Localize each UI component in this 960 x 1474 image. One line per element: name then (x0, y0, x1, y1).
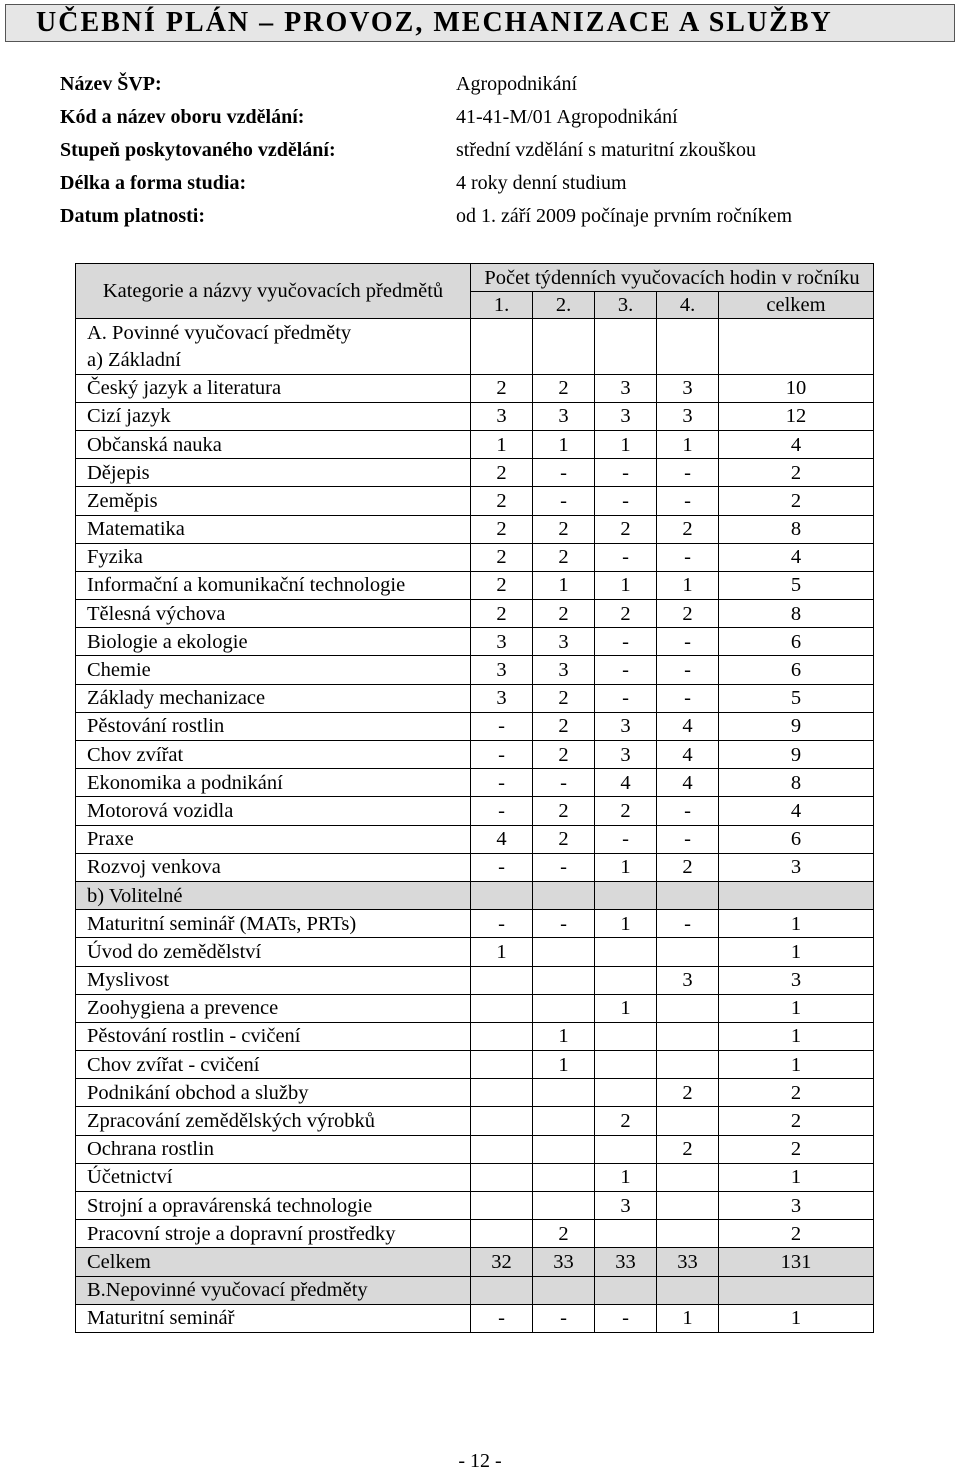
hours-cell: - (657, 459, 719, 487)
hours-cell: 1 (533, 1022, 595, 1050)
table-row (76, 1304, 874, 1332)
empty-cell (471, 346, 533, 374)
total-cell: 3 (719, 966, 874, 994)
group-a (76, 346, 874, 374)
section-a (76, 319, 874, 347)
table-row (76, 656, 874, 684)
subject-name: Myslivost (76, 966, 471, 994)
table-row (76, 1051, 874, 1079)
subject-name: Pěstování rostlin - cvičení (76, 1022, 471, 1050)
total-cell: 8 (719, 515, 874, 543)
table-row (76, 853, 874, 881)
total-cell: 1 (719, 910, 874, 938)
subject-name: Chov zvířat (76, 741, 471, 769)
hours-cell (595, 966, 657, 994)
hours-cell: 33 (595, 1248, 657, 1276)
subject-name: Informační a komunikační technologie (76, 571, 471, 599)
hours-cell (533, 1163, 595, 1191)
total-cell: 1 (719, 994, 874, 1022)
hours-cell (471, 1163, 533, 1191)
hours-header: Počet týdenních vyučovacích hodin v ročníku (471, 264, 874, 292)
empty-cell (595, 346, 657, 374)
hours-cell: 2 (533, 515, 595, 543)
info-label: Kód a název oboru vzdělání: (60, 106, 305, 128)
subject-name: Občanská nauka (76, 430, 471, 458)
empty-cell (657, 346, 719, 374)
subject-name: Dějepis (76, 459, 471, 487)
table-row (76, 515, 874, 543)
hours-cell: 2 (595, 1107, 657, 1135)
hours-cell: - (657, 825, 719, 853)
table-row (76, 938, 874, 966)
total-cell: 2 (719, 1220, 874, 1248)
hours-cell: 2 (533, 797, 595, 825)
hours-cell: - (471, 1304, 533, 1332)
hours-cell: - (595, 628, 657, 656)
hours-cell: 1 (595, 1163, 657, 1191)
hours-cell: 1 (595, 994, 657, 1022)
total-cell: 5 (719, 571, 874, 599)
hours-cell: - (657, 910, 719, 938)
hours-cell: - (595, 459, 657, 487)
hours-cell: 2 (595, 515, 657, 543)
hours-cell: - (471, 910, 533, 938)
empty-cell (719, 881, 874, 909)
hours-cell: 1 (533, 571, 595, 599)
hours-cell (471, 1192, 533, 1220)
hours-cell (595, 938, 657, 966)
hours-cell: 3 (657, 402, 719, 430)
hours-cell: - (471, 797, 533, 825)
category-header: Kategorie a názvy vyučovacích předmětů (76, 264, 471, 319)
hours-cell: 33 (533, 1248, 595, 1276)
subject-name: Cizí jazyk (76, 402, 471, 430)
table-row (76, 910, 874, 938)
group-a-label: a) Základní (76, 346, 471, 374)
info-label: Název ŠVP: (60, 73, 162, 95)
subject-name: Motorová vozidla (76, 797, 471, 825)
subject-name: Fyzika (76, 543, 471, 571)
hours-cell (471, 1135, 533, 1163)
hours-cell: 4 (595, 769, 657, 797)
subject-name: Účetnictví (76, 1163, 471, 1191)
table-header (76, 264, 874, 292)
hours-cell: 2 (471, 515, 533, 543)
hours-cell (595, 1051, 657, 1079)
subject-name: Úvod do zemědělství (76, 938, 471, 966)
subject-name: Ekonomika a podnikání (76, 769, 471, 797)
total-cell: 2 (719, 1107, 874, 1135)
hours-cell (471, 1107, 533, 1135)
hours-cell: 3 (595, 712, 657, 740)
hours-cell (657, 1022, 719, 1050)
total-cell: 5 (719, 684, 874, 712)
total-cell: 10 (719, 374, 874, 402)
hours-cell: - (657, 628, 719, 656)
hours-cell (471, 966, 533, 994)
hours-cell: 3 (533, 402, 595, 430)
hours-cell (471, 1022, 533, 1050)
hours-cell (533, 1107, 595, 1135)
table-row (76, 712, 874, 740)
hours-cell: - (533, 769, 595, 797)
hours-cell: 2 (533, 543, 595, 571)
hours-cell: - (595, 825, 657, 853)
hours-cell (533, 994, 595, 1022)
hours-cell: 3 (471, 656, 533, 684)
hours-cell: 2 (657, 600, 719, 628)
hours-cell: - (595, 543, 657, 571)
info-value: od 1. září 2009 počínaje prvním ročníkem (456, 205, 793, 227)
hours-cell: 1 (595, 910, 657, 938)
hours-cell (471, 1220, 533, 1248)
hours-cell: - (595, 656, 657, 684)
hours-cell: - (657, 684, 719, 712)
total-cell: 131 (719, 1248, 874, 1276)
empty-cell (471, 1276, 533, 1304)
hours-cell: 1 (471, 938, 533, 966)
hours-cell: 3 (595, 1192, 657, 1220)
hours-cell: 2 (657, 1079, 719, 1107)
empty-cell (595, 319, 657, 347)
hours-cell (533, 1192, 595, 1220)
hours-cell: - (533, 1304, 595, 1332)
table-row (76, 1220, 874, 1248)
hours-cell: 2 (471, 487, 533, 515)
hours-cell: 1 (533, 430, 595, 458)
group-b (76, 881, 874, 909)
info-label: Délka a forma studia: (60, 172, 247, 194)
hours-cell (471, 1079, 533, 1107)
hours-cell (657, 1163, 719, 1191)
total-cell: 12 (719, 402, 874, 430)
subject-name: Rozvoj venkova (76, 853, 471, 881)
hours-cell: 3 (595, 374, 657, 402)
hours-cell: - (657, 656, 719, 684)
subject-name: Praxe (76, 825, 471, 853)
hours-cell: 3 (471, 402, 533, 430)
hours-cell: - (533, 459, 595, 487)
info-row (60, 68, 940, 101)
empty-cell (657, 1276, 719, 1304)
total-cell: 2 (719, 1135, 874, 1163)
table-row (76, 825, 874, 853)
table-row (76, 684, 874, 712)
subject-name: Maturitní seminář (MATs, PRTs) (76, 910, 471, 938)
hours-cell: 33 (657, 1248, 719, 1276)
hours-cell: 3 (533, 656, 595, 684)
title-box (5, 4, 955, 42)
hours-cell: - (657, 543, 719, 571)
subject-name: Základy mechanizace (76, 684, 471, 712)
hours-cell: 2 (533, 1220, 595, 1248)
subject-name: Chov zvířat - cvičení (76, 1051, 471, 1079)
subject-name: Zpracování zemědělských výrobků (76, 1107, 471, 1135)
empty-cell (533, 881, 595, 909)
subject-name: Český jazyk a literatura (76, 374, 471, 402)
subject-name: Ochrana rostlin (76, 1135, 471, 1163)
hours-cell: - (533, 853, 595, 881)
subject-name: Celkem (76, 1248, 471, 1276)
hours-cell: 2 (533, 684, 595, 712)
table-row (76, 487, 874, 515)
empty-cell (533, 1276, 595, 1304)
hours-cell: 3 (657, 966, 719, 994)
total-cell: 1 (719, 1051, 874, 1079)
table-row (76, 1192, 874, 1220)
total-cell: 1 (719, 1163, 874, 1191)
subject-name: Biologie a ekologie (76, 628, 471, 656)
total-cell: 1 (719, 1304, 874, 1332)
hours-cell: - (595, 1304, 657, 1332)
hours-cell: 2 (471, 374, 533, 402)
hours-cell (657, 1220, 719, 1248)
hours-cell: 2 (471, 543, 533, 571)
total-cell: 4 (719, 543, 874, 571)
table-row (76, 1079, 874, 1107)
subject-name: Chemie (76, 656, 471, 684)
subject-name: Zeměpis (76, 487, 471, 515)
total-cell: 2 (719, 487, 874, 515)
total-cell: 9 (719, 741, 874, 769)
hours-cell (657, 938, 719, 966)
table-row (76, 459, 874, 487)
hours-cell (595, 1220, 657, 1248)
hours-cell (595, 1135, 657, 1163)
info-row (60, 134, 940, 167)
hours-cell (657, 994, 719, 1022)
table-row (76, 1163, 874, 1191)
section-b (76, 1276, 874, 1304)
table-row (76, 374, 874, 402)
hours-cell: 1 (595, 430, 657, 458)
hours-cell: - (533, 910, 595, 938)
info-row (60, 200, 940, 233)
hours-cell: 1 (471, 430, 533, 458)
total-cell: 6 (719, 628, 874, 656)
program-info (60, 68, 940, 233)
hours-cell: 2 (533, 600, 595, 628)
table-row (76, 628, 874, 656)
hours-cell: 3 (533, 628, 595, 656)
empty-cell (595, 881, 657, 909)
hours-cell: - (595, 487, 657, 515)
hours-cell (471, 994, 533, 1022)
hours-cell: - (657, 487, 719, 515)
table-row (76, 994, 874, 1022)
subject-name: Strojní a opravárenská technologie (76, 1192, 471, 1220)
subject-name: Tělesná výchova (76, 600, 471, 628)
table-row (76, 430, 874, 458)
table-row (76, 1022, 874, 1050)
section-a-label: A. Povinné vyučovací předměty (76, 319, 471, 347)
hours-cell (657, 1192, 719, 1220)
total-cell: 6 (719, 825, 874, 853)
hours-cell: 3 (595, 741, 657, 769)
empty-cell (533, 319, 595, 347)
info-label: Datum platnosti: (60, 205, 206, 227)
hours-cell: 2 (533, 825, 595, 853)
hours-cell: 2 (533, 374, 595, 402)
year-header: 3. (595, 292, 657, 319)
table-row (76, 1107, 874, 1135)
hours-cell: 1 (657, 430, 719, 458)
page-number: - 12 - (458, 1450, 502, 1472)
hours-cell (657, 1107, 719, 1135)
hours-cell: 4 (657, 769, 719, 797)
empty-cell (719, 346, 874, 374)
info-value: 41-41-M/01 Agropodnikání (456, 106, 678, 128)
year-header: 4. (657, 292, 719, 319)
hours-cell: 4 (657, 712, 719, 740)
empty-cell (533, 346, 595, 374)
hours-cell: 2 (657, 853, 719, 881)
table-row (76, 797, 874, 825)
hours-cell (657, 1051, 719, 1079)
info-value: Agropodnikání (456, 73, 578, 95)
total-cell: 9 (719, 712, 874, 740)
hours-cell: - (471, 853, 533, 881)
total-cell: 2 (719, 1079, 874, 1107)
hours-cell: - (471, 712, 533, 740)
hours-cell: 2 (533, 712, 595, 740)
hours-cell: 32 (471, 1248, 533, 1276)
total-cell: 4 (719, 430, 874, 458)
info-row (60, 167, 940, 200)
hours-cell: 1 (657, 571, 719, 599)
table-row (76, 600, 874, 628)
subject-name: Zoohygiena a prevence (76, 994, 471, 1022)
year-header: 2. (533, 292, 595, 319)
empty-cell (595, 1276, 657, 1304)
section-b-label: B.Nepovinné vyučovací předměty (76, 1276, 471, 1304)
page-title: UČEBNÍ PLÁN – PROVOZ, MECHANIZACE A SLUŽBY (36, 7, 833, 38)
hours-cell: 1 (595, 571, 657, 599)
table-row (76, 741, 874, 769)
hours-cell (533, 938, 595, 966)
hours-cell: - (471, 741, 533, 769)
hours-cell: 1 (657, 1304, 719, 1332)
empty-cell (719, 1276, 874, 1304)
hours-cell (471, 1051, 533, 1079)
hours-cell: - (657, 797, 719, 825)
empty-cell (719, 319, 874, 347)
hours-cell: 2 (595, 600, 657, 628)
year-header: 1. (471, 292, 533, 319)
hours-cell: 2 (471, 571, 533, 599)
empty-cell (657, 881, 719, 909)
hours-cell (595, 1022, 657, 1050)
table-row (76, 543, 874, 571)
subject-name: Matematika (76, 515, 471, 543)
total-cell: 1 (719, 938, 874, 966)
hours-cell: 3 (657, 374, 719, 402)
empty-cell (657, 319, 719, 347)
table-row (76, 966, 874, 994)
total-header: celkem (719, 292, 874, 319)
table-row (76, 1135, 874, 1163)
subject-name: Maturitní seminář (76, 1304, 471, 1332)
info-label: Stupeň poskytovaného vzdělání: (60, 139, 336, 161)
total-cell: 4 (719, 797, 874, 825)
hours-cell (533, 1135, 595, 1163)
hours-cell: - (471, 769, 533, 797)
table-row (76, 1248, 874, 1276)
total-cell: 8 (719, 769, 874, 797)
subject-name: Podnikání obchod a služby (76, 1079, 471, 1107)
total-cell: 6 (719, 656, 874, 684)
hours-cell (533, 1079, 595, 1107)
hours-cell: 2 (533, 741, 595, 769)
total-cell: 3 (719, 1192, 874, 1220)
hours-cell: - (533, 487, 595, 515)
total-cell: 1 (719, 1022, 874, 1050)
hours-cell: 2 (595, 797, 657, 825)
hours-cell: 3 (471, 628, 533, 656)
hours-cell: 2 (657, 515, 719, 543)
hours-cell: 4 (657, 741, 719, 769)
hours-cell (533, 966, 595, 994)
empty-cell (471, 881, 533, 909)
info-value: střední vzdělání s maturitní zkouškou (456, 139, 756, 161)
table-row (76, 402, 874, 430)
hours-cell: 2 (657, 1135, 719, 1163)
hours-cell: 3 (471, 684, 533, 712)
info-value: 4 roky denní studium (456, 172, 627, 194)
hours-cell: 2 (471, 600, 533, 628)
hours-cell: 1 (533, 1051, 595, 1079)
subject-name: Pěstování rostlin (76, 712, 471, 740)
total-cell: 8 (719, 600, 874, 628)
table-row (76, 571, 874, 599)
hours-cell: - (595, 684, 657, 712)
hours-cell: 1 (595, 853, 657, 881)
hours-cell: 3 (595, 402, 657, 430)
hours-cell: 2 (471, 459, 533, 487)
empty-cell (471, 319, 533, 347)
info-row (60, 101, 940, 134)
curriculum-table (75, 263, 874, 1333)
table-row (76, 769, 874, 797)
group-b-label: b) Volitelné (76, 881, 471, 909)
hours-cell: 4 (471, 825, 533, 853)
total-cell: 2 (719, 459, 874, 487)
total-cell: 3 (719, 853, 874, 881)
hours-cell (595, 1079, 657, 1107)
subject-name: Pracovní stroje a dopravní prostředky (76, 1220, 471, 1248)
